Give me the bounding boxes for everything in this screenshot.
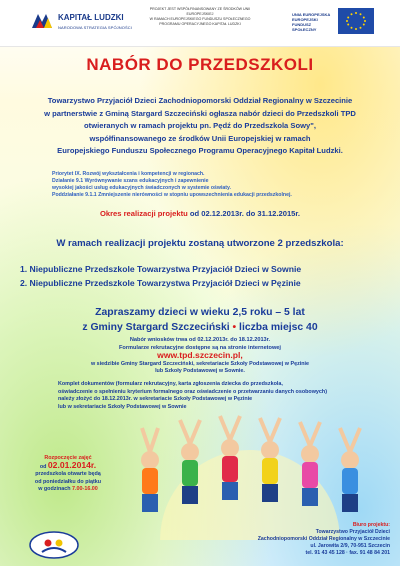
announcement-line: Towarzystwo Przyjaciół Dzieci Zachodniopomorski Oddział Regionalny w Szczecinie bbox=[47, 96, 353, 105]
project-period bbox=[0, 209, 400, 218]
preschools-heading: W ramach realizacji projektu zostaną utworzone 2 przedszkola: bbox=[56, 238, 344, 249]
announcement-line: w partnerstwie z Gminą Stargard Szczeciński ogłasza nabór dzieci do Przedszkoli TPD bbox=[44, 108, 356, 118]
project-period-value: od 02.12.2013r. do 31.12.2015r. bbox=[187, 209, 301, 218]
priority-line: Poddziałanie 9.1.1 Zmniejszenie nierówności w stopniu upowszechnienia edukacji przedszkolnej. bbox=[52, 192, 292, 198]
child-figure bbox=[300, 422, 320, 506]
classes-start-label: Rozpoczęcie zajęć bbox=[44, 455, 92, 461]
priority-line: wysokiej jakości usług edukacyjnych świadczonych w systemie oświaty. bbox=[52, 185, 231, 191]
invitation bbox=[0, 306, 400, 335]
co-financing-line: PROJEKT JEST WSPÓŁFINANSOWANY ZE ŚRODKÓW UNII EUROPEJSKIEJ bbox=[149, 7, 251, 16]
child-figure bbox=[340, 428, 360, 512]
separator-dot: • bbox=[232, 321, 237, 333]
organization-announcement bbox=[22, 95, 378, 158]
list-item: 2. Niepubliczne Przedszkole Towarzystwa Przyjaciół Dzieci w Pęzinie bbox=[20, 278, 301, 288]
priority-line: Priorytet IX. Rozwój wykształcenia i kompetencji w regionach. bbox=[52, 171, 205, 177]
tpd-logo-icon bbox=[28, 530, 80, 560]
office-address: ul. Jarowita 2/9, 70-951 Szczecin bbox=[310, 543, 390, 549]
documents-line: lub w sekretariacie Szkoły Podstawowej w Sownie bbox=[58, 403, 187, 410]
project-office bbox=[150, 522, 390, 557]
documents-line: należy złożyć do 18.12.2013r. w sekretariacie Szkoły Podstawowej w Pęzinie bbox=[58, 396, 253, 403]
opening-hours: 7.00-16.00 bbox=[72, 485, 98, 492]
preschool-list bbox=[20, 262, 400, 290]
announcement-line: współfinansowanego ze środków Unii Europejskiej w ramach bbox=[89, 133, 311, 143]
office-line: Towarzystwo Przyjaciół Dzieci bbox=[315, 529, 390, 535]
kapital-ludzki-title: KAPITAŁ LUDZKI bbox=[58, 13, 124, 22]
invitation-seats: liczba miejsc 40 bbox=[236, 321, 318, 333]
poster-title: NABÓR DO PRZEDSZKOLI bbox=[86, 55, 314, 74]
eu-logo-text bbox=[292, 12, 336, 32]
child-figure bbox=[141, 428, 159, 512]
classes-start-date-line bbox=[18, 462, 118, 471]
project-office-label: Biuro projektu: bbox=[352, 522, 390, 528]
priority-line: Działanie 9.1 Wyrównywanie szans edukacyjnych i zapewnienie bbox=[52, 178, 209, 184]
child-figure bbox=[220, 416, 240, 500]
opening-line: przedszkola otwarte będą bbox=[35, 471, 101, 478]
announcement-line: otwieranych w ramach projektu pn. Pędź do Przedszkola Sowy", bbox=[84, 121, 316, 130]
invitation-places bbox=[0, 321, 400, 336]
kapital-ludzki-flag-icon bbox=[30, 10, 54, 34]
date-prefix: od bbox=[39, 464, 48, 471]
classes-start-date: 02.01.2014r. bbox=[47, 460, 97, 471]
eu-flag-icon bbox=[338, 8, 374, 34]
documents-line: Komplet dokumentów (formularz rekrutacyjny, karta zgłoszenia dziecka do przedszkola, bbox=[58, 381, 283, 387]
kapital-ludzki-subtitle: NARODOWA STRATEGIA SPÓJNOŚCI bbox=[58, 25, 132, 30]
co-financing-note bbox=[138, 7, 262, 27]
application-period: Nabór wniosków trwa od 02.12.2013r. do 18.12.2013r. bbox=[129, 337, 271, 343]
forms-availability: Formularze rekrutacyjne dostępne są na stronie internetowej bbox=[119, 344, 281, 351]
eu-subtitle: EUROPEJSKI FUNDUSZ SPOŁECZNY bbox=[292, 17, 318, 32]
eu-logo bbox=[292, 8, 378, 38]
website-link[interactable]: www.tpd.szczecin.pl, bbox=[157, 350, 243, 360]
jumping-children-illustration bbox=[100, 400, 400, 540]
opening-hours-line bbox=[18, 486, 118, 493]
location-line: w siedzibie Gminy Stargard Szczeciński, sekretariacie Szkoły Podstawowej w Pęzinie bbox=[90, 361, 310, 367]
priority-details bbox=[52, 171, 372, 199]
kapital-ludzki-logo bbox=[30, 8, 135, 38]
opening-days: od poniedziałku do piątku bbox=[34, 478, 102, 485]
child-figure bbox=[260, 418, 280, 502]
announcement-line: Europejskiego Funduszu Społecznego Programu Operacyjnego Kapitał Ludzki. bbox=[57, 146, 343, 155]
eu-funding-header bbox=[0, 0, 400, 47]
hours-prefix: w godzinach bbox=[38, 485, 73, 492]
classes-start-info bbox=[18, 455, 118, 493]
office-line: Zachodniopomorski Oddział Regionalny w Szczecinie bbox=[257, 536, 390, 542]
invitation-commune: z Gminy Stargard Szczeciński bbox=[82, 321, 233, 333]
list-item: 1. Niepubliczne Przedszkole Towarzystwa Przyjaciół Dzieci w Sownie bbox=[20, 264, 302, 274]
documents-line: oświadczenie o spełnieniu kryterium formalnego oraz oświadczenie o przetwarzaniu danych osobowych) bbox=[58, 388, 327, 395]
forms-locations bbox=[0, 361, 400, 376]
co-financing-line: W RAMACH EUROPEJSKIEGO FUNDUSZU SPOŁECZNEGO bbox=[149, 17, 251, 21]
child-figure bbox=[180, 420, 200, 504]
office-contact: tel. 91 43 45 128 · fax. 91 48 84 201 bbox=[305, 550, 390, 556]
co-financing-line: PROGRAMU OPERACYJNEGO KAPITAŁ LUDZKI bbox=[159, 22, 241, 26]
eu-title: UNIA EUROPEJSKA bbox=[292, 12, 331, 17]
location-line: lub Szkoły Podstawowej w Sownie. bbox=[155, 368, 245, 375]
project-period-label: Okres realizacji projektu bbox=[99, 209, 188, 218]
invitation-age: Zapraszamy dzieci w wieku 2,5 roku – 5 lat bbox=[95, 307, 305, 318]
application-info bbox=[0, 337, 400, 360]
